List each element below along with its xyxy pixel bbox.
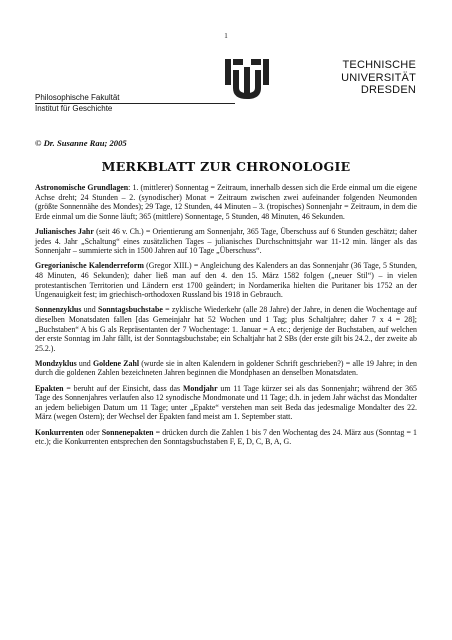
paragraph	[35, 359, 417, 378]
paragraph-text: um 11 Tage kürzer sei als das Sonnenjahr; während der 365 Tage des Sonnenjahres verlaufen also 12 synodische Mondmonate und 11 Tage; d.h. in jedem Jahr wächst das Mondalter an jedem beliebigen Datum um 11 Tage; unter „Epakte“ verstehen man seit Beda das jedesmalige Mondalter des 22. März (wegen Ostern); der Wechsel der Epakten fand meist am 1. September statt.	[35, 383, 417, 422]
term: Mondjahr	[182, 383, 218, 393]
university-line-3: DRESDEN	[360, 84, 416, 96]
faculty-block	[35, 93, 235, 114]
paragraph	[35, 227, 417, 256]
copyright-line: © Dr. Susanne Rau; 2005	[35, 138, 127, 148]
paragraph	[35, 261, 417, 299]
term: Astronomische Grundlagen	[35, 183, 129, 192]
university-name	[341, 59, 416, 97]
paragraph-text: : 1. (mittlerer) Sonnentag = Zeitraum, innerhalb dessen sich die Erde einmal um die eigene Achse dreht; 24 Stunden – 2. (synodischer) Monat = Zeitraum zwischen zwei aufeinander folgenden Neumonden (größte Sonnennähe des Mondes); 29 Tage, 12 Stunden, 44 Minuten – 3. (tropisches) Sonnenjahr = Zeitraum, in dem die Erde einmal um die Sonne läuft; 365 (mittlere) Sonnentage, 5 Stunden, 48 Minuten, 46 Sekunden.	[35, 183, 417, 221]
page-number: 1	[224, 32, 228, 40]
term: Goldene Zahl	[92, 358, 140, 368]
paragraph-text: und	[76, 358, 93, 368]
university-line-2: UNIVERSITÄT	[341, 71, 416, 84]
paragraph-text: = drücken durch die Zahlen 1 bis 7 den Wochentag des 24. März aus (Sonntag = 1 etc.); die Konkurrenten entsprechen den Sonntagsbuchstaben F, E, D, C, B, A, G.	[35, 427, 417, 447]
paragraph	[35, 305, 417, 353]
paragraph-text: (seit 46 v. Ch.) = Orientierung am Sonnenjahr, 365 Tage, Überschuss auf 6 Stunden geschätzt; daher jedes 4. Jahr „Schaltung“ eines zusätzlichen Tages – julianisches Durchschnittsjahr war 11-12 min. länger als das Sonnenjahr – summierte sich in 1500 Jahren auf 10 Tage „Überschuss“.	[35, 226, 417, 256]
term: Sonnenzyklus	[35, 305, 82, 315]
paragraph-text: (Gregor XIII.) = Angleichung des Kalenders an das Sonnenjahr (36 Tage, 5 Stunden, 48 Minuten, 46 Sekunden); daher ließ man auf den 4. den 15. März 1582 folgen („neuer Stil“) – in vielen protestantischen Territorien und Ländern erst 1700 geändert; in Nordamerika hielten die Puritaner bis 1752 an der Ungenauigkeit fest; im griechisch-orthodoxen Russland bis 1918 in Gebrauch.	[35, 261, 417, 300]
term: Konkurrenten	[35, 427, 84, 437]
paragraph-text: = zyklische Wiederkehr (alle 28 Jahre) der Jahre, in denen die Wochentage auf dieselben Monatsdaten fallen [das Gemeinjahr hat 52 Wochen und 1 Tag; plus Schaltjahre; daher 7 x 4 = 28]; „Buchstaben“ A bis G als Repräsentanten der 7 Wochentage: 1. Januar = A etc.; derjenige der Buchstaben, auf welchen der erste Sonntag im Jahr fällt, ist der Sonntagsbuchstabe; ein Schaltjahr hat 2 SBs (der erste gilt bis 24.2., der zweite ab 25.2.).	[35, 305, 417, 353]
paragraph-text: (wurde sie in alten Kalendern in goldener Schrift geschrieben?) = alle 19 Jahre; in den durch die goldenen Zahlen bezeichneten Jahren beginnen die Mondphasen an denselben Monatsdaten.	[35, 358, 418, 378]
page-title: MERKBLATT ZUR CHRONOLOGIE	[101, 159, 351, 174]
paragraph	[35, 183, 417, 221]
institute-name: Institut für Geschichte	[35, 104, 113, 113]
term: Sonntagsbuchstabe	[97, 305, 163, 315]
term: Mondzyklus	[35, 358, 77, 368]
faculty-name: Philosophische Fakultät	[35, 93, 120, 102]
term: Sonnenepakten	[101, 427, 154, 437]
paragraph-text: oder	[83, 427, 102, 437]
paragraph-text: und	[81, 305, 98, 315]
term: Gregorianische Kalenderreform	[35, 261, 144, 271]
term: Epakten	[35, 383, 64, 393]
paragraph	[35, 428, 417, 447]
paragraph	[35, 384, 417, 422]
document-body	[35, 183, 417, 452]
university-line-1: TECHNISCHE	[342, 59, 416, 71]
term: Julianisches Jahr	[35, 226, 94, 236]
paragraph-text: = beruht auf der Einsicht, dass das	[63, 383, 183, 393]
